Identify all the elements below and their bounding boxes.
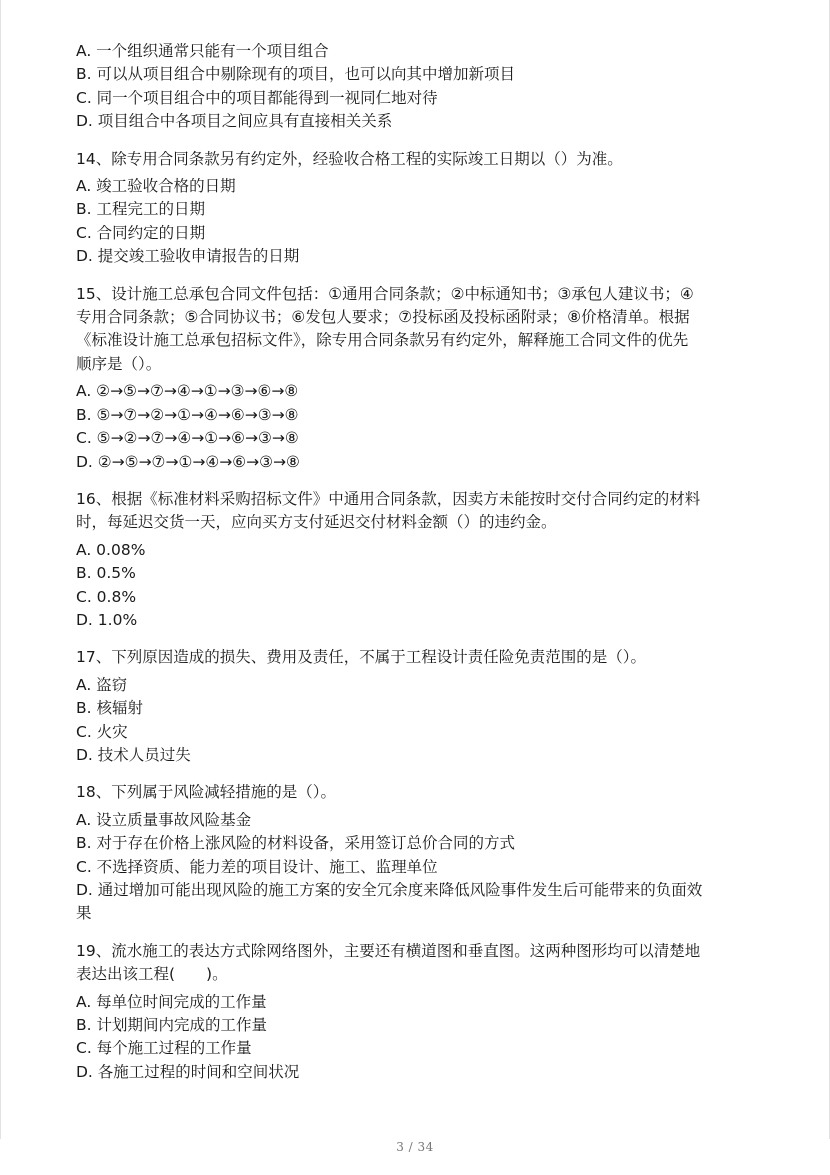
question-18 (76, 781, 758, 925)
option-d: D. ②→⑤→⑦→①→④→⑥→③→⑧ (76, 452, 300, 471)
option-b: B. 对于存在价格上涨风险的材料设备，采用签订总价合同的方式 (76, 834, 515, 853)
option-a: A. 盗窃 (76, 675, 128, 694)
question-17 (76, 646, 758, 767)
question-16 (76, 488, 758, 632)
option-a: A. 竣工验收合格的日期 (76, 177, 236, 196)
question-stem (76, 148, 758, 171)
option-c: C. ⑤→②→⑦→④→①→⑥→③→⑧ (76, 429, 299, 448)
question-stem (76, 646, 758, 669)
stem-line: 19、流水施工的表达方式除网络图外，主要还有横道图和垂直图。这两种图形均可以清楚地 (76, 941, 701, 960)
page-number: 3 / 34 (396, 1140, 434, 1154)
option-d-continuation: 果 (76, 904, 92, 923)
option-c: C. 每个施工过程的工作量 (76, 1039, 252, 1058)
option-b: B. 计划期间内完成的工作量 (76, 1016, 267, 1035)
option-b: B. 0.5% (76, 564, 136, 583)
question-stem (76, 283, 758, 377)
option-b: B. 可以从项目组合中剔除现有的项目，也可以向其中增加新项目 (76, 65, 515, 84)
stem-line: 15、设计施工总承包合同文件包括：①通用合同条款；②中标通知书；③承包人建议书；④ (76, 284, 694, 303)
option-d: D. 技术人员过失 (76, 745, 191, 764)
option-c: C. 同一个项目组合中的项目都能得到一视同仁地对待 (76, 88, 438, 107)
stem-line: 《标准设计施工总承包招标文件》，除专用合同条款另有约定外，解释施工合同文件的优先 (76, 331, 689, 350)
option-d: D. 项目组合中各项目之间应具有直接相关关系 (76, 112, 393, 131)
option-c: C. 火灾 (76, 722, 128, 741)
option-d: D. 各施工过程的时间和空间状况 (76, 1062, 300, 1081)
question-14 (76, 148, 758, 269)
option-a: A. 每单位时间完成的工作量 (76, 992, 267, 1011)
stem-line: 专用合同条款；⑤合同协议书；⑥发包人要求；⑦投标函及投标函附录；⑧价格清单。根据 (76, 308, 690, 327)
option-b: B. 核辐射 (76, 699, 143, 718)
document-content (76, 40, 758, 1098)
option-d: D. 提交竣工验收申请报告的日期 (76, 247, 300, 266)
stem-line: 时，每延迟交货一天，应向买方支付延迟交付材料金额（）的违约金。 (76, 513, 557, 532)
stem-line: 14、除专用合同条款另有约定外，经验收合格工程的实际竣工日期以（）为准。 (76, 149, 623, 168)
stem-line: 17、下列原因造成的损失、费用及责任，不属于工程设计责任险免责范围的是（）。 (76, 648, 646, 667)
option-a: A. ②→⑤→⑦→④→①→③→⑥→⑧ (76, 382, 299, 401)
question-stem (76, 940, 758, 987)
option-a: A. 设立质量事故风险基金 (76, 810, 252, 829)
question-stem (76, 488, 758, 535)
question-13-options (76, 40, 758, 134)
option-c: C. 0.8% (76, 587, 137, 606)
option-c: C. 合同约定的日期 (76, 223, 206, 242)
stem-line: 顺序是（）。 (76, 354, 162, 373)
stem-line: 表达出该工程( )。 (76, 965, 228, 984)
option-b: B. 工程完工的日期 (76, 200, 205, 219)
question-19 (76, 940, 758, 1084)
stem-line: 18、下列属于风险减轻措施的是（）。 (76, 783, 336, 802)
stem-line: 16、根据《标准材料采购招标文件》中通用合同条款，因卖方未能按时交付合同约定的材料 (76, 489, 701, 508)
option-d: D. 通过增加可能出现风险的施工方案的安全冗余度来降低风险事件发生后可能带来的负面效 (76, 881, 703, 899)
option-a: A. 一个组织通常只能有一个项目组合 (76, 42, 329, 60)
option-a: A. 0.08% (76, 540, 146, 559)
question-15 (76, 283, 758, 474)
option-d: D. 1.0% (76, 610, 138, 629)
page-left-border (0, 0, 1, 1139)
question-stem (76, 781, 758, 804)
option-c: C. 不选择资质、能力差的项目设计、施工、监理单位 (76, 857, 438, 876)
option-b: B. ⑤→⑦→②→①→④→⑥→③→⑧ (76, 405, 299, 424)
